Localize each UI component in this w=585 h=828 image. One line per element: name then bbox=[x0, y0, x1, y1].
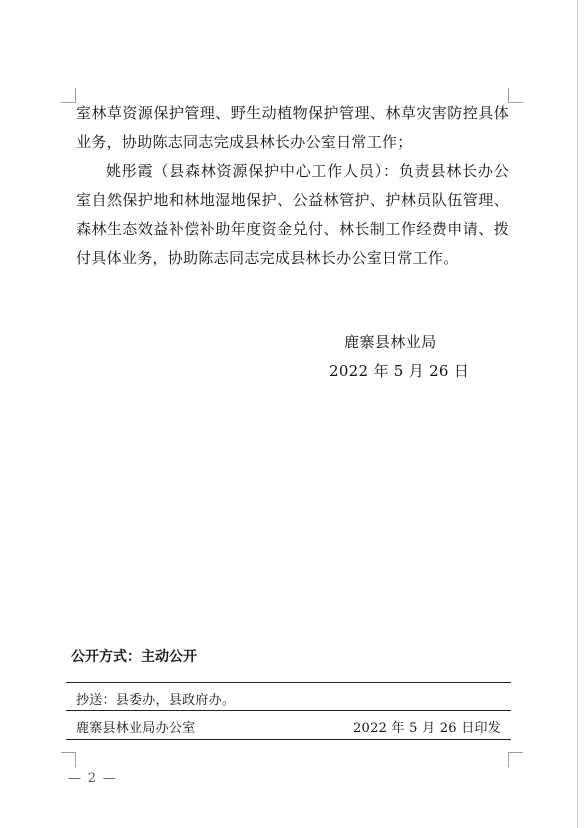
print-date: 2022 年 5 月 26 日印发 bbox=[353, 721, 501, 736]
margin-mark-top-right bbox=[508, 88, 523, 103]
issuer-name: 鹿寨县林业局 bbox=[344, 333, 437, 351]
margin-mark-bottom-right bbox=[508, 752, 523, 767]
issuing-office: 鹿寨县林业局办公室 bbox=[76, 721, 196, 736]
issue-date: 2022 年 5 月 26 日 bbox=[329, 362, 470, 380]
paragraph-continued: 室林草资源保护管理、野生动植物保护管理、林草灾害防控具体业务，协助陈志同志完成县林长办公室日常工作； bbox=[76, 104, 509, 151]
footer-divider bbox=[66, 710, 511, 711]
viewer-scroll-edge bbox=[577, 0, 578, 828]
document-body bbox=[76, 99, 509, 273]
page-number: — 2 — bbox=[68, 771, 118, 786]
margin-mark-top-left bbox=[61, 88, 76, 103]
margin-mark-bottom-left bbox=[61, 752, 76, 767]
distribution-footer bbox=[66, 682, 511, 740]
disclosure-method: 公开方式：主动公开 bbox=[71, 649, 197, 665]
cc-recipients: 抄送：县委办，县政府办。 bbox=[76, 693, 236, 708]
paragraph-staff-duties: 姚彤霞（县森林资源保护中心工作人员）：负责县林长办公室自然保护地和林地湿地保护、公益林管护、护林员队伍管理、森林生态效益补偿补助年度资金兑付、林长制工作经费申请、拨付具体业务，协助陈志同志完成县林长办公室日常工作。 bbox=[76, 162, 509, 267]
